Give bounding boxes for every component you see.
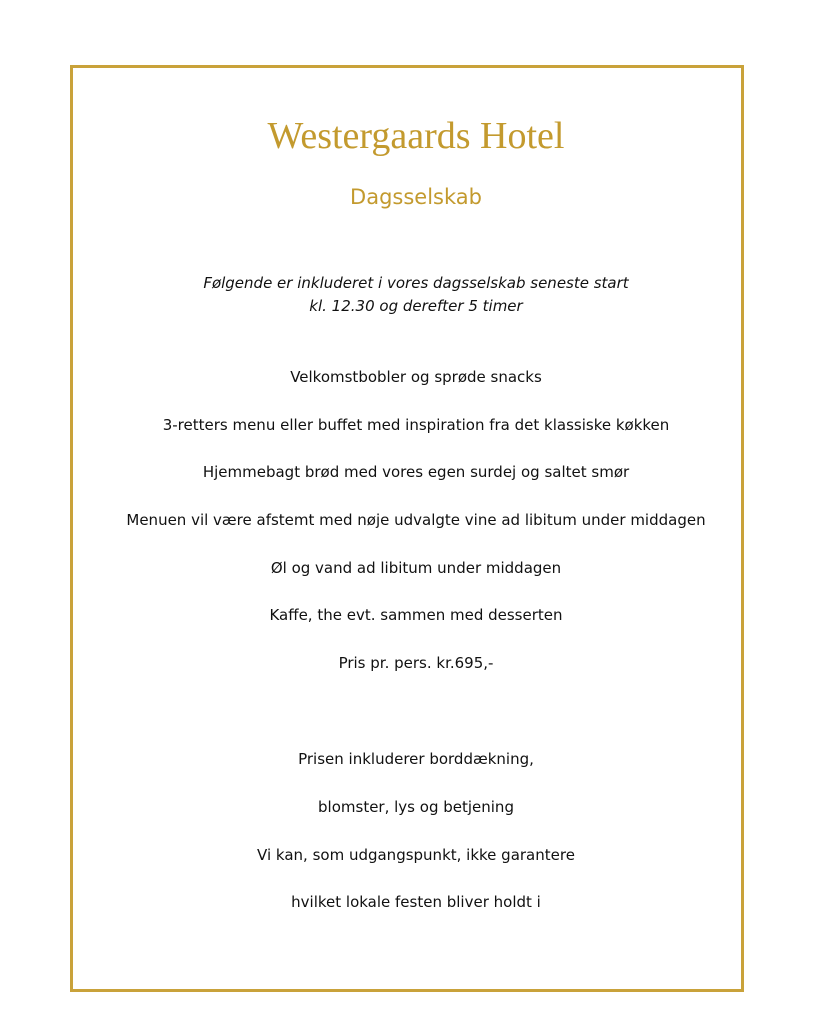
- note-line: hvilket lokale festen bliver holdt i: [291, 893, 541, 911]
- intro-line: Følgende er inkluderet i vores dagsselskab seneste start: [203, 274, 629, 292]
- hotel-title: Westergaards Hotel: [267, 115, 565, 157]
- event-subtitle: Dagsselskab: [350, 185, 482, 209]
- note-line: Vi kan, som udgangspunkt, ikke garantere: [257, 846, 575, 864]
- menu-item-wine: Menuen vil være afstemt med nøje udvalgte vine ad libitum under middagen: [126, 511, 706, 529]
- menu-item-three-course: 3-retters menu eller buffet med inspiration fra det klassiske køkken: [162, 416, 670, 434]
- menu-item-beer-water: Øl og vand ad libitum under middagen: [270, 559, 562, 577]
- note-line: Prisen inkluderer borddækning,: [298, 750, 534, 768]
- menu-item-bread: Hjemmebagt brød med vores egen surdej og saltet smør: [202, 463, 630, 481]
- menu-item-coffee: Kaffe, the evt. sammen med desserten: [269, 606, 563, 624]
- menu-item-welcome: Velkomstbobler og sprøde snacks: [290, 368, 542, 386]
- note-line: blomster, lys og betjening: [318, 798, 514, 816]
- intro-text: [0, 272, 832, 318]
- menu-price: Pris pr. pers. kr.695,-: [338, 654, 494, 672]
- intro-line: kl. 12.30 og derefter 5 timer: [309, 297, 523, 315]
